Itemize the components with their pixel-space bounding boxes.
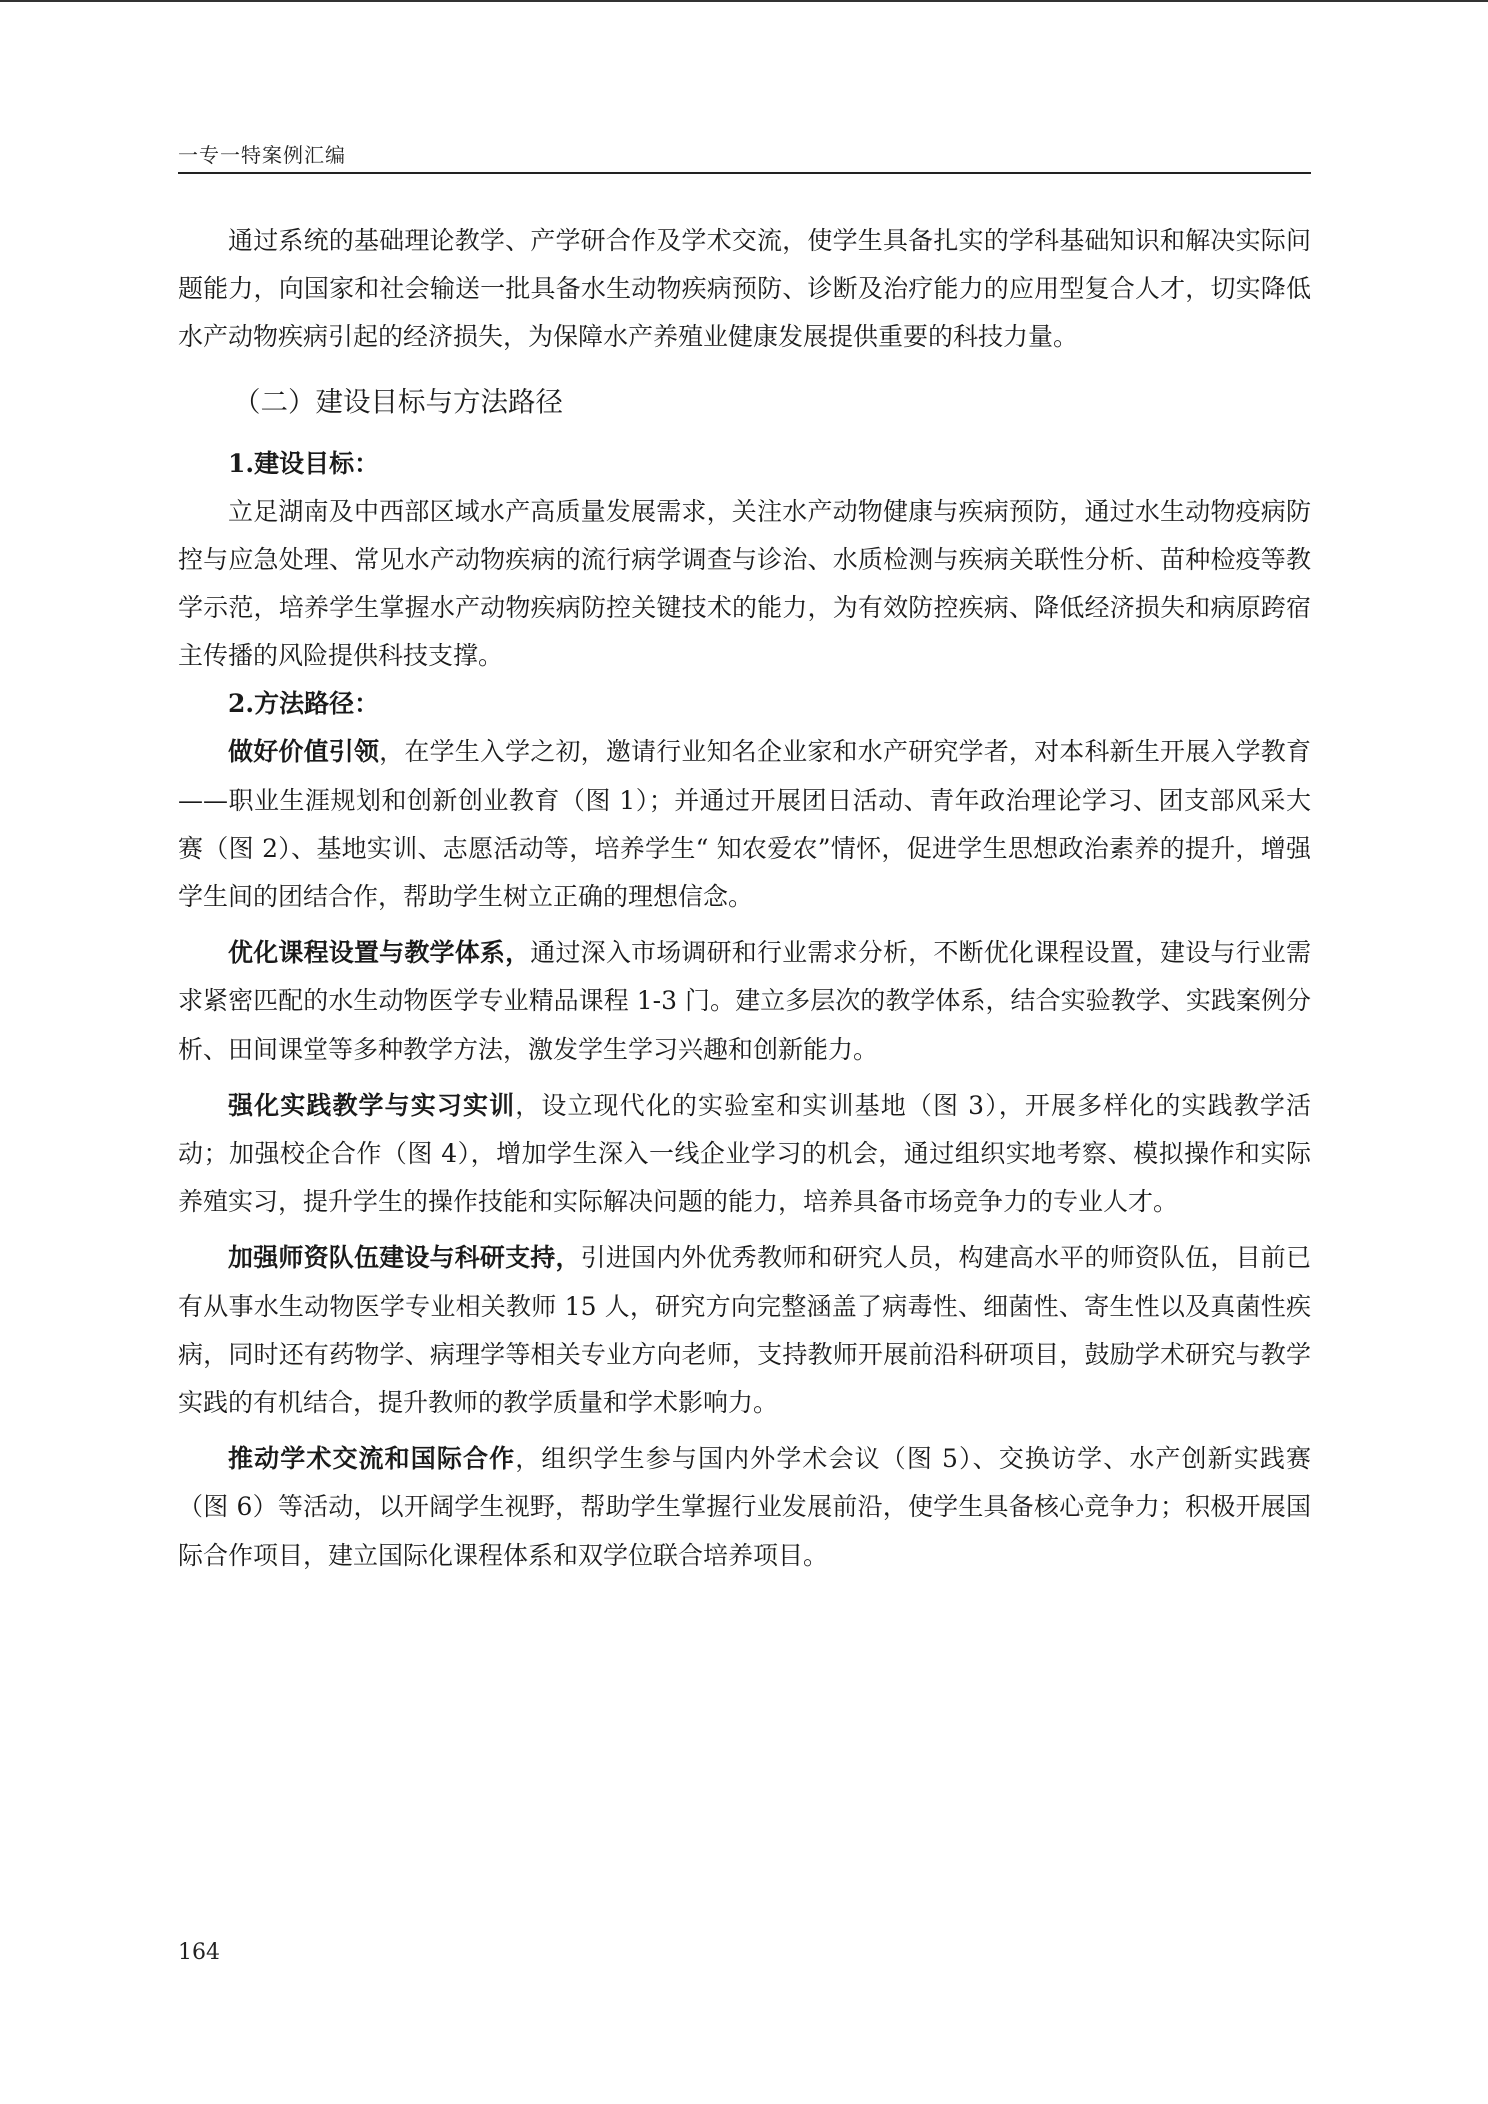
goal-heading: 1.建设目标：: [228, 448, 380, 478]
body-text: [178, 217, 1311, 1580]
method-text: 通过深入市场调研和行业需求分析，不断优化课程设置，建设与行业需求紧密匹配的水生动物医学专业精品课程 1-3 门。建立多层次的教学体系，结合实验教学、实践案例分析、田间课堂等多种教学方法，激发学生学习兴趣和创新能力。: [178, 938, 1311, 1064]
intro-paragraph: 通过系统的基础理论教学、产学研合作及学术交流，使学生具备扎实的学科基础知识和解决实际问题能力，向国家和社会输送一批具备水生动物疾病预防、诊断及治疗能力的应用型复合人才，切实降低水产动物疾病引起的经济损失，为保障水产养殖业健康发展提供重要的科技力量。: [178, 226, 1311, 352]
method-text: ，组织学生参与国内外学术会议（图 5）、交换访学、水产创新实践赛（图 6）等活动，以开阔学生视野，帮助学生掌握行业发展前沿，使学生具备核心竞争力；积极开展国际合作项目，建立国际化课程体系和双学位联合培养项目。: [178, 1444, 1311, 1570]
page-number: 164: [178, 1940, 220, 1965]
top-border-line: [0, 0, 1488, 2]
method-paragraph: [178, 1082, 1311, 1227]
method-paragraph: [178, 929, 1311, 1074]
method-paragraph: [178, 1435, 1311, 1580]
method-text: ，在学生入学之初，邀请行业知名企业家和水产研究学者，对本科新生开展入学教育——职业生涯规划和创新创业教育（图 1）；并通过开展团日活动、青年政治理论学习、团支部风采大赛（图 2）、基地实训、志愿活动等，培养学生“ 知农爱农”情怀，促进学生思想政治素养的提升，增强学生间的团结合作，帮助学生树立正确的理想信念。: [178, 737, 1311, 912]
method-lead: 推动学术交流和国际合作: [228, 1444, 516, 1474]
method-paragraph: [178, 1234, 1311, 1427]
method-text: ，设立现代化的实验室和实训基地（图 3），开展多样化的实践教学活动；加强校企合作（图 4），增加学生深入一线企业学习的机会，通过组织实地考察、模拟操作和实际养殖实习，提升学生的操作技能和实际解决问题的能力，培养具备市场竞争力的专业人才。: [178, 1090, 1311, 1217]
running-header: [178, 140, 1311, 174]
goal-paragraph: 立足湖南及中西部区域水产高质量发展需求，关注水产动物健康与疾病预防，通过水生动物疫病防控与应急处理、常见水产动物疾病的流行病学调查与诊治、水质检测与疾病关联性分析、苗种检疫等教学示范，培养学生掌握水产动物疾病防控关键技术的能力，为有效防控疾病、降低经济损失和病原跨宿主传播的风险提供科技支撑。: [178, 496, 1311, 671]
method-lead: 强化实践教学与实习实训: [228, 1090, 516, 1120]
method-text: 引进国内外优秀教师和研究人员，构建高水平的师资队伍，目前已有从事水生动物医学专业相关教师 15 人，研究方向完整涵盖了病毒性、细菌性、寄生性以及真菌性疾病，同时还有药物学、病理学等相关专业方向老师，支持教师开展前沿科研项目，鼓励学术研究与教学实践的有机结合，提升教师的教学质量和学术影响力。: [178, 1243, 1311, 1418]
method-paragraph: [178, 728, 1311, 921]
method-lead: 做好价值引领: [228, 737, 380, 767]
methods-heading: 2.方法路径：: [228, 689, 380, 719]
section-heading: （二）建设目标与方法路径: [233, 385, 563, 418]
running-header-title: 一专一特案例汇编: [178, 143, 346, 167]
method-lead: 优化课程设置与教学体系，: [228, 938, 531, 968]
method-lead: 加强师资队伍建设与科研支持，: [228, 1243, 581, 1273]
